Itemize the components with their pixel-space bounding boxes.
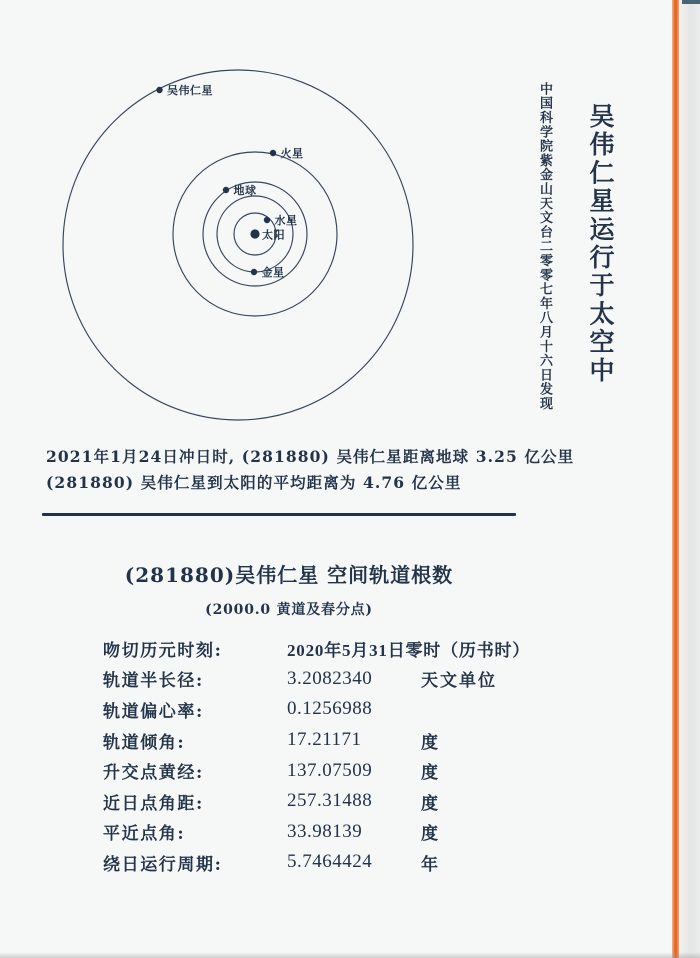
element-label: 平近点角: [103, 824, 186, 845]
vertical-title: 吴伟仁星运行于太空中 [586, 103, 615, 385]
element-label: 轨道半长径: [103, 671, 204, 692]
table-row [103, 633, 583, 664]
earth-label: 地球 [233, 184, 257, 198]
orange-edge-stripe [672, 0, 679, 958]
element-value: 5.7464424 [287, 851, 373, 873]
element-value: 33.98139 [287, 820, 363, 842]
table-row [103, 694, 583, 725]
element-value: 0.1256988 [287, 698, 373, 720]
element-label: 轨道偏心率: [103, 701, 204, 722]
table-row [103, 817, 583, 848]
element-label: 轨道倾角: [103, 732, 186, 753]
sun-dot [250, 229, 259, 238]
element-unit: 度 [421, 824, 440, 845]
sun-label: 太阳 [262, 228, 285, 242]
element-value: 137.07509 [287, 759, 373, 781]
element-value: 17.21171 [287, 729, 362, 751]
mars-dot [270, 150, 276, 156]
vertical-discovery-note: 中国科学院紫金山天文台二零零七年八月十六日发现 [537, 82, 552, 411]
mars-label: 火星 [280, 147, 304, 161]
venus-dot [251, 269, 257, 275]
table-row [103, 755, 583, 786]
element-label: 升交点黄经: [103, 763, 204, 784]
element-unit: 度 [421, 763, 440, 784]
table-row [103, 664, 583, 695]
element-label: 吻切历元时刻: [103, 640, 223, 661]
orbital-elements-table [103, 633, 583, 878]
mercury-label: 水星 [274, 214, 298, 228]
element-unit: 度 [421, 793, 440, 814]
element-unit: 度 [421, 732, 440, 753]
scan-edge-gutter [679, 0, 700, 958]
element-label: 绕日运行周期: [103, 854, 223, 875]
element-unit: 年 [421, 854, 440, 875]
table-row [103, 847, 583, 878]
scan-corner-mark [682, 0, 700, 4]
table-row [103, 786, 583, 817]
earth-dot [223, 187, 229, 193]
orbit-asteroid [63, 70, 413, 420]
orbital-elements-subtitle: (2000.0 黄道及春分点) [205, 602, 373, 618]
element-label: 近日点角距: [103, 793, 204, 814]
element-value: 257.31488 [287, 790, 373, 812]
element-value: 3.2082340 [287, 667, 373, 689]
asteroid-dot [156, 87, 162, 93]
mercury-dot [264, 217, 270, 223]
element-value: 2020年5月31日零时（历书时） [287, 640, 531, 660]
opposition-distance-line: 2021年1月24日冲日时, (281880) 吴伟仁星距离地球 3.25 亿公里 [46, 447, 575, 466]
divider-line [42, 513, 516, 516]
scan-bottom-edge [0, 952, 700, 958]
table-row [103, 725, 583, 756]
venus-label: 金星 [261, 266, 285, 280]
element-unit: 天文单位 [421, 671, 497, 692]
orbital-elements-title: (281880)吴伟仁星 空间轨道根数 [124, 563, 454, 587]
mean-distance-line: (281880) 吴伟仁星到太阳的平均距离为 4.76 亿公里 [46, 472, 462, 492]
solar-system-diagram [0, 0, 520, 450]
distance-info-block [46, 444, 574, 495]
asteroid-label: 吴伟仁星 [167, 84, 213, 98]
